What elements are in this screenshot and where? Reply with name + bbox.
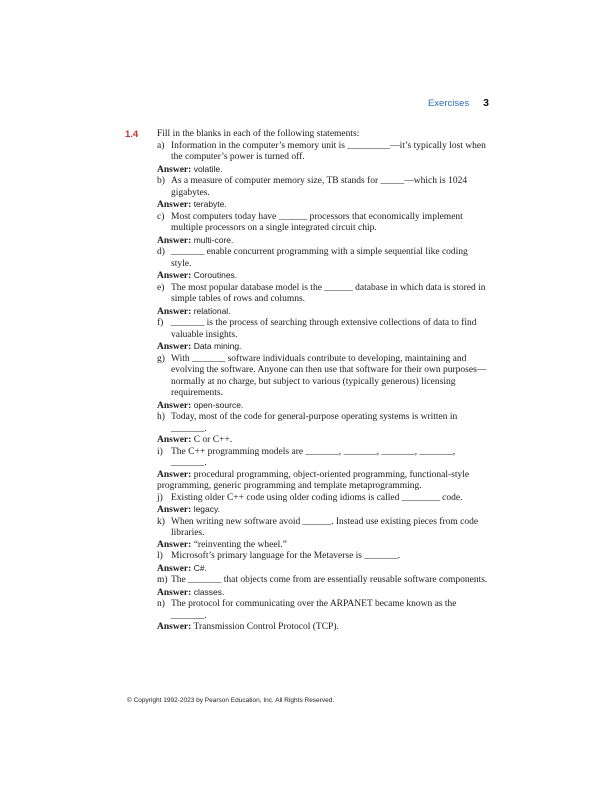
- page-footer: [127, 697, 334, 704]
- answer-label: Answer:: [157, 622, 192, 632]
- item-letter: e): [157, 282, 165, 293]
- item-answer: [157, 622, 490, 634]
- answer-label: Answer:: [157, 469, 192, 480]
- item-letter: g): [157, 353, 165, 364]
- answer-label: Answer:: [157, 400, 192, 411]
- item-question: With _______ software individuals contribute to developing, maintaining and evolving the software. Anyone can then use that software for their own purposes—normally at no charge, but subject to various (typically generous) licensing requirements.: [171, 353, 487, 398]
- exercise-item: [157, 412, 490, 435]
- item-question: Today, most of the code for general-purpose operating systems is written in _______.: [171, 412, 458, 434]
- answer-text: legacy.: [193, 504, 220, 514]
- exercise-item: [157, 141, 490, 164]
- exercise-item: [157, 318, 490, 341]
- exercise-item: [157, 247, 490, 270]
- item-question: Existing older C++ code using older coding idioms is called ________ code.: [171, 492, 463, 503]
- answer-text: multi-core.: [193, 234, 234, 245]
- answer-text: Data mining.: [193, 341, 242, 351]
- footer-copyright: © Copyright 1992-2023 by Pearson Education, Inc. All Rights Reserved.: [127, 697, 335, 704]
- item-letter: f): [157, 318, 164, 328]
- item-answer: [157, 341, 490, 354]
- item-answer: [157, 164, 490, 177]
- answer-text: C#.: [193, 562, 207, 573]
- item-answer: [157, 235, 490, 248]
- item-letter: b): [157, 176, 165, 186]
- item-letter: m): [157, 575, 168, 585]
- page-number: 3: [483, 97, 489, 109]
- item-question: The _______ that objects come from are essentially reusable software components.: [171, 575, 488, 585]
- item-question: Microsoft’s primary language for the Metaverse is _______.: [171, 551, 400, 561]
- item-answer: [157, 587, 490, 600]
- exercise-item: [157, 575, 490, 587]
- answer-label: Answer:: [157, 164, 192, 175]
- answer-text: procedural programming, object-oriented programming, functional-style programming, generic programming and template metaprogramming.: [157, 469, 470, 491]
- exercise-item: [157, 599, 490, 622]
- exercise-item: [157, 212, 490, 235]
- item-answer: [157, 563, 490, 576]
- exercise-item: [157, 176, 490, 199]
- answer-text: volatile.: [193, 163, 223, 174]
- item-question: _______ enable concurrent programming with a simple sequential like coding style.: [171, 247, 468, 269]
- answer-label: Answer:: [157, 539, 192, 550]
- item-letter: j): [157, 492, 163, 503]
- answer-text: Transmission Control Protocol (TCP).: [193, 622, 339, 632]
- exercise-intro: Fill in the blanks in each of the following statements:: [157, 129, 360, 139]
- item-letter: h): [157, 412, 165, 422]
- answer-text: relational.: [193, 305, 231, 316]
- item-letter: i): [157, 446, 163, 457]
- exercise-item: [157, 354, 490, 400]
- answer-label: Answer:: [157, 200, 192, 210]
- item-answer: [157, 540, 490, 552]
- answer-text: Coroutines.: [193, 270, 238, 280]
- answer-text: terabyte.: [193, 199, 227, 209]
- answer-text: C or C++.: [193, 435, 233, 445]
- answer-text: “reinventing the wheel.”: [193, 539, 287, 550]
- exercise-block: [127, 129, 490, 634]
- item-question: When writing new software avoid ______. Instead use existing pieces from code libraries.: [171, 516, 479, 538]
- exercise-item: [157, 551, 490, 563]
- item-letter: c): [157, 211, 165, 222]
- section-title: Exercises: [427, 98, 470, 109]
- exercise-item: [157, 493, 490, 505]
- item-question: The protocol for communicating over the ARPANET became known as the _______.: [171, 599, 457, 621]
- exercise-list: [157, 141, 490, 634]
- item-answer: [157, 199, 490, 212]
- answer-label: Answer:: [157, 306, 192, 317]
- page-header: [428, 97, 489, 109]
- item-letter: n): [157, 599, 165, 609]
- item-question: Most computers today have ______ processors that economically implement multiple processors on a single integrated circuit chip.: [171, 211, 463, 233]
- item-answer: [157, 306, 490, 319]
- item-letter: l): [157, 551, 163, 561]
- answer-label: Answer:: [157, 505, 192, 515]
- answer-label: Answer:: [157, 587, 192, 598]
- answer-label: Answer:: [157, 563, 192, 574]
- answer-text: classes.: [193, 586, 225, 597]
- item-answer: [157, 470, 490, 493]
- item-question: _______ is the process of searching through extensive collections of data to find valuable insights.: [171, 318, 477, 340]
- answer-label: Answer:: [157, 342, 192, 352]
- answer-label: Answer:: [157, 235, 192, 246]
- item-question: Information in the computer’s memory unit is _________—it’s typically lost when the computer’s power is turned off.: [171, 140, 486, 162]
- item-letter: d): [157, 247, 165, 257]
- item-answer: [157, 435, 490, 447]
- item-question: The most popular database model is the ______ database in which data is stored in simple tables of rows and columns.: [171, 282, 486, 304]
- answer-text: open-source.: [193, 399, 244, 410]
- answer-label: Answer:: [157, 271, 192, 281]
- item-answer: [157, 270, 490, 283]
- answer-label: Answer:: [157, 435, 192, 445]
- item-question: As a measure of computer memory size, TB stands for _____—which is 1024 gigabytes.: [171, 176, 468, 198]
- exercise-number: 1.4: [125, 129, 139, 140]
- item-question: The C++ programming models are _______, _______, _______, _______, _______.: [171, 446, 456, 468]
- item-letter: a): [157, 140, 165, 151]
- item-answer: [157, 504, 490, 517]
- exercise-item: [157, 447, 490, 470]
- exercise-item: [157, 517, 490, 540]
- item-letter: k): [157, 516, 165, 527]
- item-answer: [157, 400, 490, 413]
- exercise-item: [157, 283, 490, 306]
